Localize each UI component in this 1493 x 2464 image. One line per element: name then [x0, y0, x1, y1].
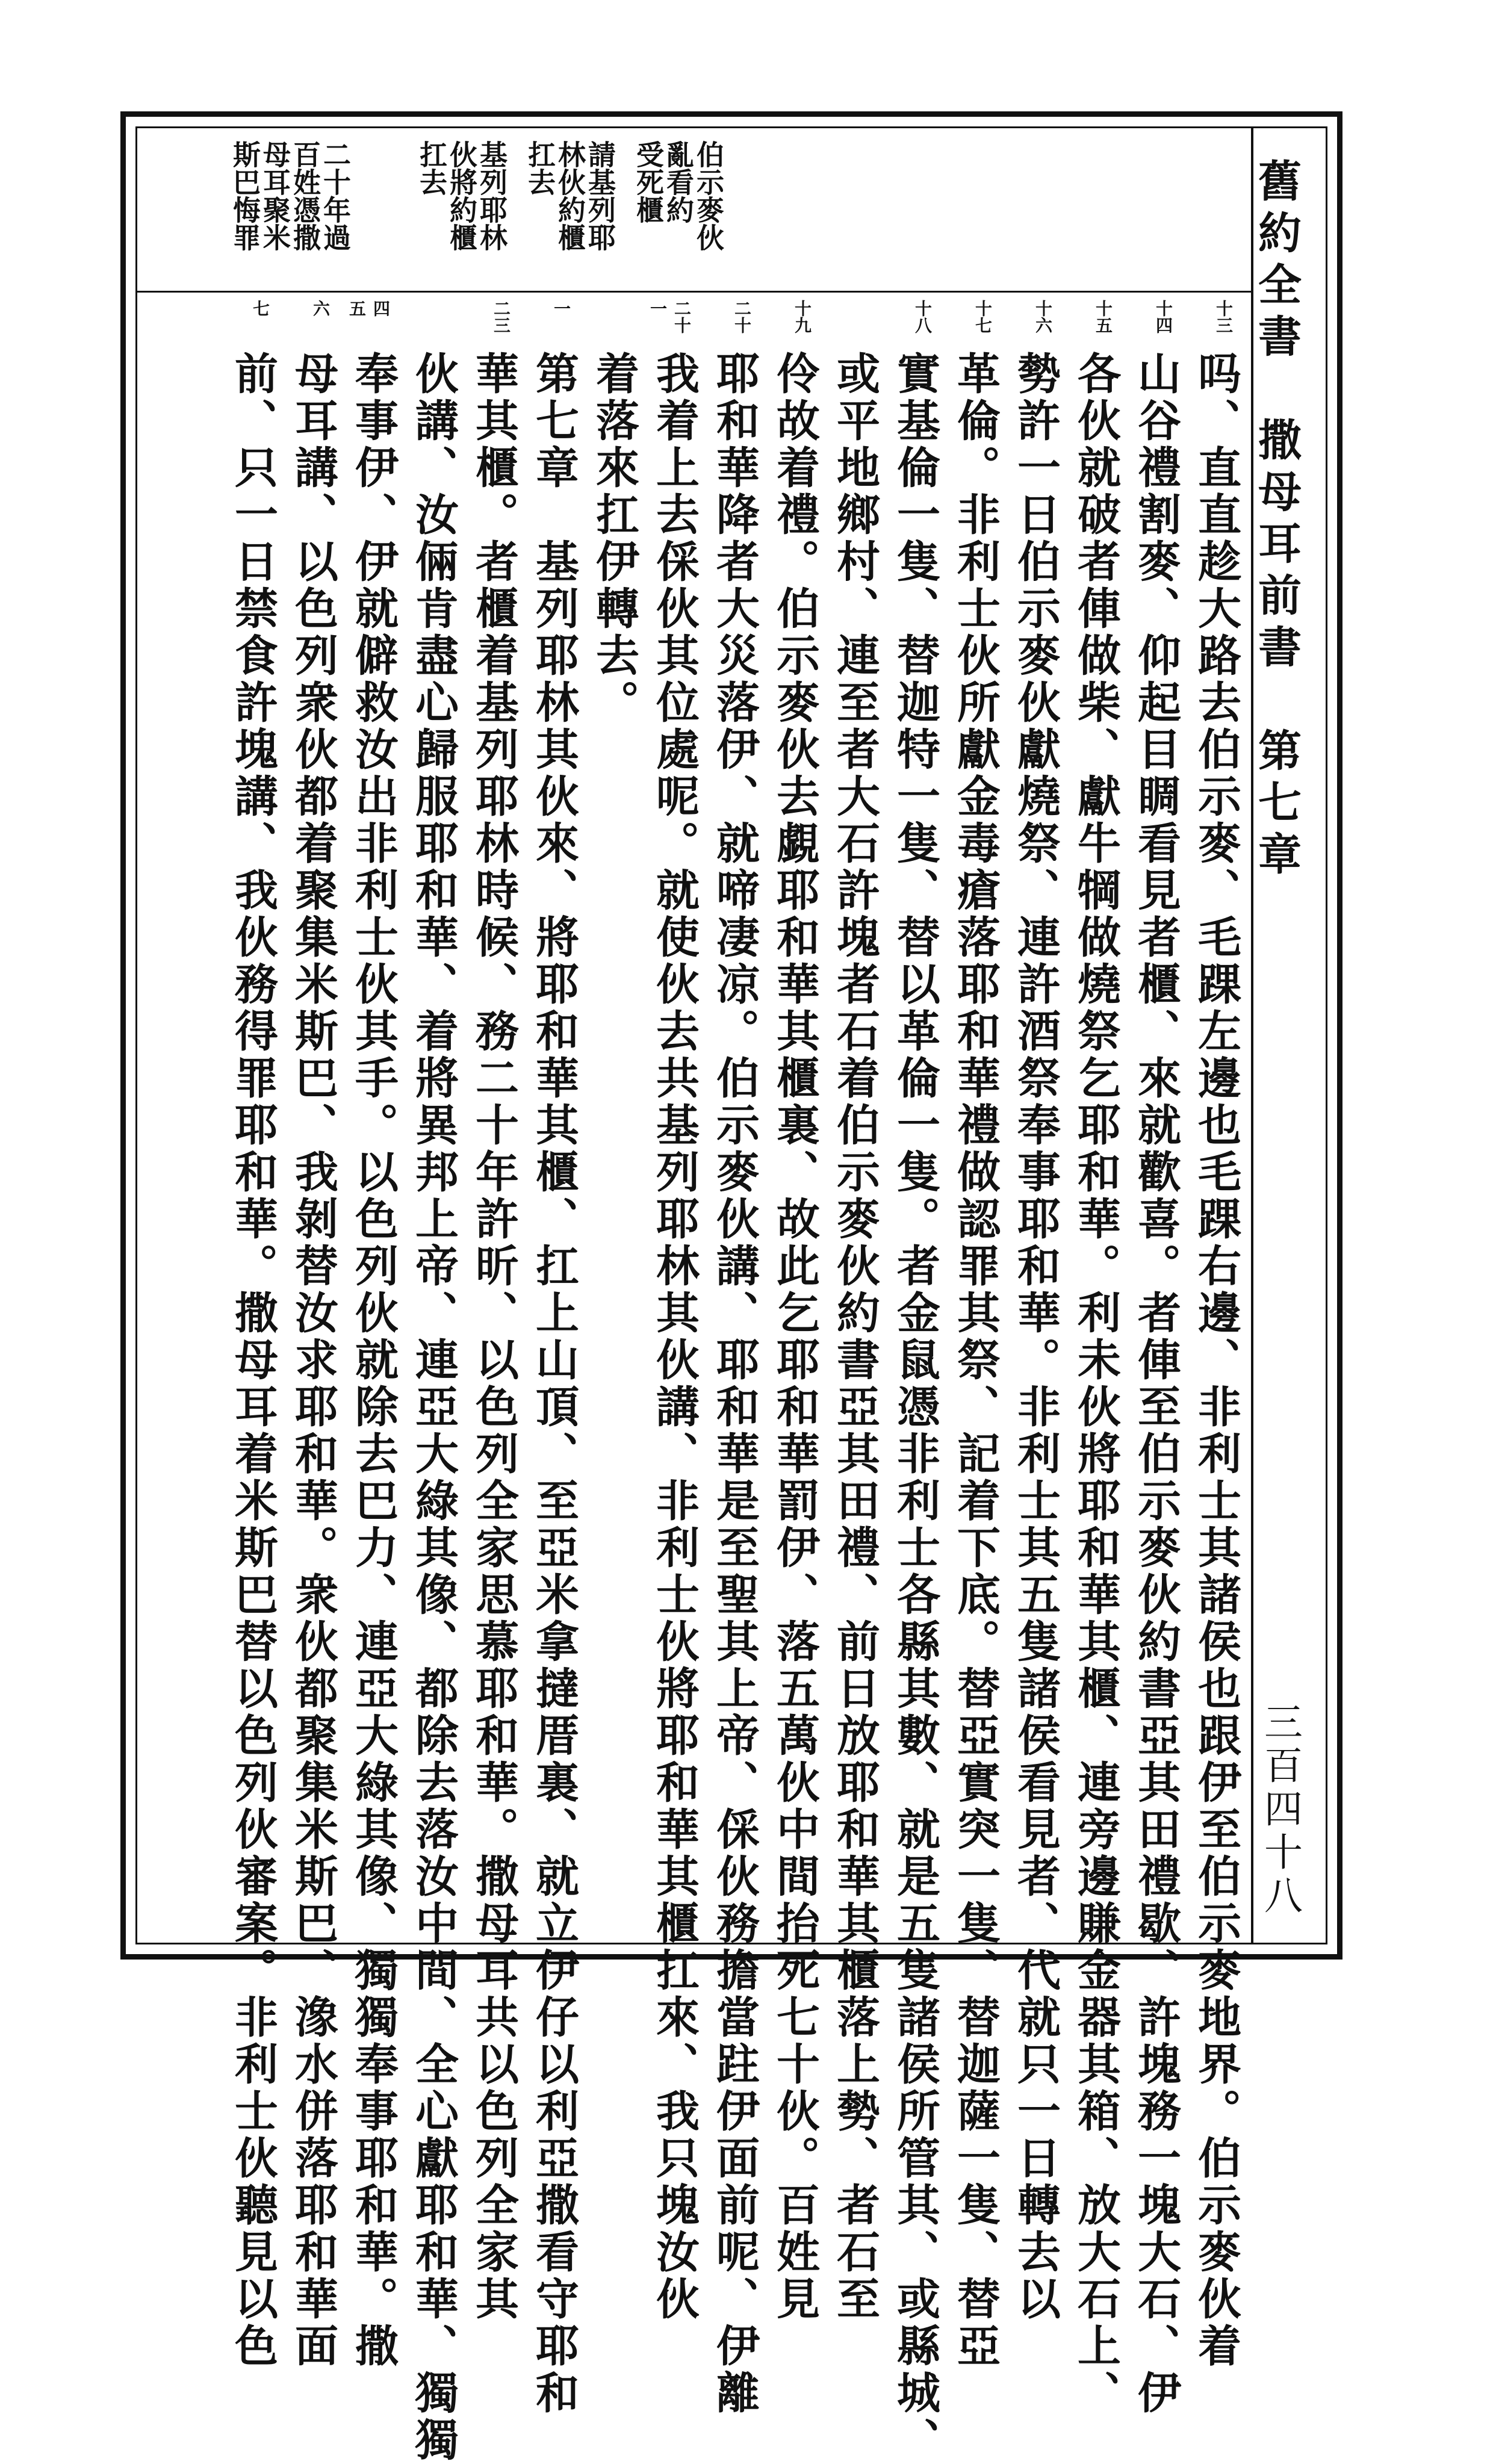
- note-line: 請基列耶: [584, 140, 616, 251]
- note-line: 斯巴悔罪: [229, 140, 261, 251]
- verse-number: 二十: [732, 300, 752, 334]
- note-line: 母耳聚米: [259, 140, 291, 251]
- verse-number-row: [137, 294, 1253, 342]
- verse-number: 十七: [973, 300, 993, 334]
- note-line: 伯示麥伙: [692, 140, 725, 251]
- note-line: 亂看約: [662, 140, 695, 223]
- text-column: 各伙就破者俥做柴、獻牛犅做燒祭乞耶和華。利未伙將耶和華其櫃、連旁邊賺金器其箱、放大石上、: [1070, 351, 1122, 2417]
- text-column: 第七章 基列耶林其伙來、將耶和華其櫃、扛上山頂、至亞米拿撻厝裏、就立伊仔以利亞撒看守耶和: [529, 351, 580, 2417]
- verse-number: 十五: [1093, 300, 1113, 334]
- page-frame: [120, 111, 1342, 2464]
- text-column: 勢許一日伯示麥伙獻燒祭、連許酒祭奉事耶和華。非利士其五隻諸侯看見者、代就只一日轉去以: [1010, 351, 1061, 2323]
- text-column: 華其櫃。者櫃着基列耶林時候、務二十年許昕、以色列全家思慕耶和華。撒母耳共以色列全家其: [468, 351, 520, 2323]
- text-column: 山谷禮割麥、仰起目睭看見者櫃、來就歡喜。者俥至伯示麥伙約書亞其田禮歇、許塊務一塊大石、伊: [1131, 351, 1182, 2417]
- verse-number: 二十一: [648, 300, 692, 334]
- text-column: 或平地鄉村、連至者大石許塊者石着伯示麥伙約書亞其田禮、前日放耶和華其櫃落上勢、者石至: [830, 351, 881, 2323]
- text-column: 着落來扛伊轉去。: [589, 351, 640, 727]
- verse-number: 一: [551, 300, 571, 317]
- verse-number: 七: [250, 300, 270, 317]
- verse-number: 六: [311, 300, 331, 317]
- text-column: 奉事伊、伊就僻救汝出非利士伙其手。以色列伙就除去巴力、連亞大綠其像、獨獨奉事耶和華。撒: [348, 351, 399, 2370]
- note-line: 百姓憑撒: [289, 140, 321, 251]
- note-line: 伙將約櫃: [445, 140, 478, 251]
- scripture-body: [155, 351, 1242, 2464]
- text-column: 母耳講、以色列衆伙都着聚集米斯巴、我剝替汝求耶和華。衆伙都聚集米斯巴、潒水併落耶和華面: [288, 351, 339, 2370]
- verse-number: 十九: [792, 300, 812, 334]
- text-column: 我着上去倸伙其位處呢。就使伙去共基列耶林其伙講、非利士伙將耶和華其櫃扛來、我只塊汝伙: [649, 351, 700, 2323]
- verse-number: 十四: [1153, 300, 1173, 334]
- text-column: 實基倫一隻、替迦特一隻、替以革倫一隻。者金鼠憑非利士各縣其數、就是五隻諸侯所管其、或縣城、: [890, 351, 941, 2464]
- running-header: [1251, 128, 1326, 1943]
- text-column: 吗、直直趁大路去伯示麥、毛踝左邊也毛踝右邊、非利士其諸侯也跟伊至伯示麥地界。伯示麥伙着: [1191, 351, 1242, 2370]
- page-number: 三百四十八: [1258, 1702, 1302, 1919]
- verse-number: 二三: [491, 300, 511, 334]
- text-column: 伶故着禮。伯示麥伙去覷耶和華其櫃裏、故此乞耶和華罰伊、落五萬伙中間抬死七十伙。百姓見: [769, 351, 821, 2323]
- verse-number: 十六: [1033, 300, 1053, 334]
- marginal-notes: [137, 128, 1253, 293]
- verse-number: 十八: [913, 300, 933, 334]
- note-line: 扛去: [524, 140, 556, 196]
- verse-number: 十三: [1214, 300, 1234, 334]
- text-column: 前、只一日禁食許塊講、我伙務得罪耶和華。撒母耳着米斯巴替以色列伙審案。非利士伙聽見以色: [228, 351, 279, 2370]
- note-line: 扛去: [415, 140, 448, 196]
- running-title: 舊約全書 撒母耳前書 第七章: [1251, 158, 1302, 883]
- note-line: 基列耶林: [476, 140, 508, 251]
- verse-number: 四 五: [347, 300, 391, 317]
- text-column: 革倫。非利士伙所獻金毒瘡落耶和華禮做認罪其祭、記着下底。替亞實突一隻、替迦薩一隻、替亞: [950, 351, 1001, 2370]
- note-line: 受死櫃: [632, 140, 665, 223]
- text-column: 伙講、汝倆肯盡心歸服耶和華、着將異邦上帝、連亞大綠其像、都除去落汝中間、全心獻耶和華、獨獨: [408, 351, 459, 2464]
- page-frame-inner: [135, 126, 1327, 2464]
- note-line: 二十年過: [319, 140, 352, 251]
- note-line: 林伙約櫃: [554, 140, 586, 251]
- text-column: 耶和華降者大災落伊、就啼凄凉。伯示麥伙講、耶和華是至聖其上帝、倸伙務擔當跓伊面前呢、伊離: [709, 351, 760, 2417]
